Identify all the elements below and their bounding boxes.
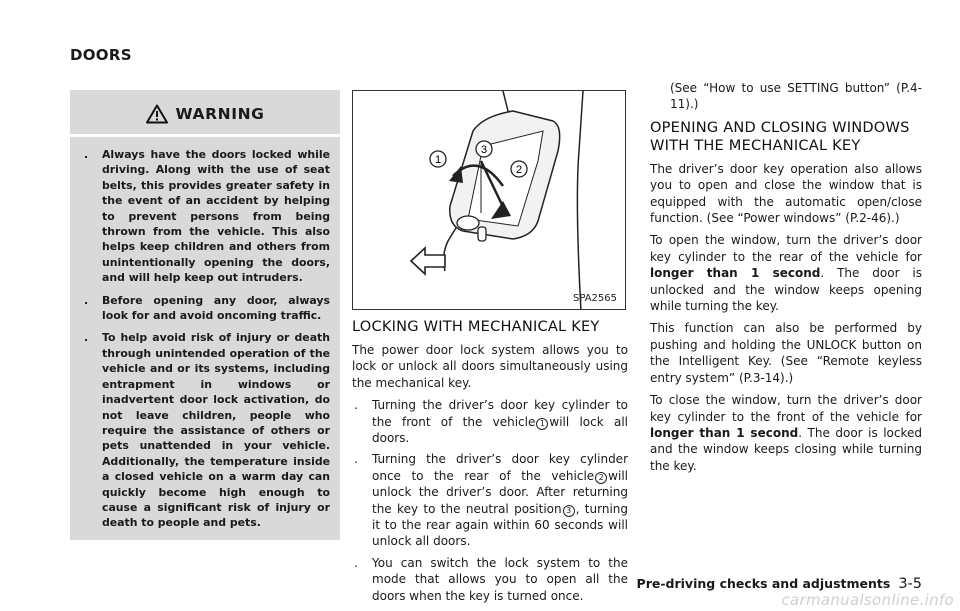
callout-2 [511,161,527,177]
windows-p2: To open the window, turn the driver’s door key cylinder to the rear of the vehicle for longer than 1 second. The door is unlocked and the window keeps opening while turning the key. [650,233,922,314]
page-title: DOORS [70,46,132,64]
key-cylinder-figure [352,90,626,310]
windows-p3: This function can also be performed by pushing and holding the UNLOCK button on the Intelligent Key. (See “Remote keyless entry system” (P.3-14).) [650,321,922,385]
locking-heading: LOCKING WITH MECHANICAL KEY [352,318,600,335]
warning-divider [70,134,340,137]
setting-reference: (See “How to use SETTING button” (P.4-11).) [670,81,922,112]
watermark: carmanualsonline.info [781,591,954,609]
list-item: . Before opening any door, always look for and avoid oncoming traffic. [84,293,330,323]
windows-p4: To close the window, turn the driver’s door key cylinder to the front of the vehicle for longer than 1 second. The door is locked and the window keeps closing while turning the key. [650,393,923,473]
windows-section [650,80,922,480]
callout-ref-2: 2 [595,472,607,484]
windows-heading: OPENING AND CLOSING WINDOWS WITH THE MECHANICAL KEY [650,118,910,154]
list-item: . To help avoid risk of injury or death through unintended operation of the vehicle and or its systems, including entrapment in windows or inadvertent door lock activation, do not leave children, people who require the assistance of others or pets unattended in your vehicle. Additionally, the temperature inside a closed vehicle on a warm day can quickly become high enough to cause a significant risk of injury or death to people and pets. [84,331,330,530]
warning-header [80,96,330,132]
svg-text:1: 1 [434,154,442,166]
locking-section [352,318,628,609]
svg-text:3: 3 [480,144,488,156]
callout-1 [430,151,446,167]
page-footer [637,576,922,592]
figure-code: SPA2565 [572,293,617,304]
locking-intro: The power door lock system allows you to lock or unlock all doors simultaneously using the mechanical key. [352,343,628,390]
footer-section: Pre-driving checks and adjustments [636,576,891,591]
warning-title: WARNING [175,105,265,123]
windows-p1: The driver’s door key operation also allows you to open and close the window that is equipped with the automatic open/close function. (See “Power windows” (P.2-46).) [650,161,922,226]
locking-list [352,397,628,604]
door-key-illustration [353,91,626,310]
warning-box [70,90,340,540]
warning-triangle-icon [146,104,168,124]
page-number: 3-5 [898,576,922,592]
list-item: . Turning the driver’s door key cylinder to the front of the vehicle 1 will lock all doors. [354,398,628,446]
svg-text:2: 2 [515,164,523,176]
callout-ref-1: 1 [536,418,548,430]
warning-list [80,147,330,531]
front-arrow-icon [411,248,445,274]
list-item: . Turning the driver’s door key cylinder once to the rear of the vehicle 2 will unlock the driver’s door. After returning the key to the neutral position 3 , turning it to the rear again within 60 seconds will unlock all doors. [354,452,628,549]
list-item: . You can switch the lock system to the mode that allows you to open all the doors when the key is turned once. [354,555,628,603]
list-item: . Always have the doors locked while driving. Along with the use of seat belts, this provides greater safety in the event of an accident by helping to prevent persons from being thrown from the vehicle. This also helps keep children and others from unintentionally opening the doors, and will help keep out intruders. [84,148,330,285]
callout-3 [476,141,492,157]
callout-ref-3: 3 [563,505,575,517]
key-cylinder [457,216,479,230]
